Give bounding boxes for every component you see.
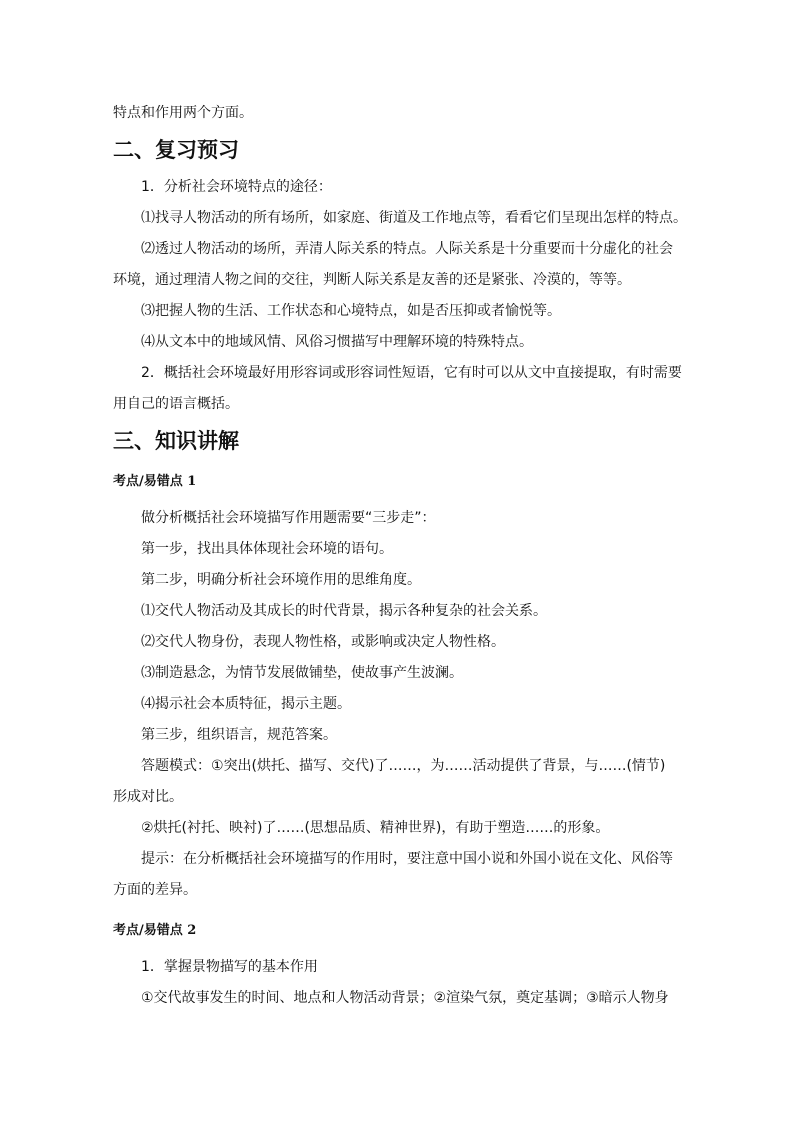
point-1-line: ⑶制造悬念，为情节发展做铺垫，使故事产生波澜。 bbox=[141, 665, 463, 681]
review-item-1: 1．分析社会环境特点的途径： bbox=[141, 179, 332, 195]
hint-line: 提示：在分析概括社会环境描写的作用时，要注意中国小说和外国小说在文化、风俗等 bbox=[141, 851, 673, 867]
section-heading-review: 二、复习预习 bbox=[113, 138, 239, 162]
point-1-line: ⑵交代人物身份，表现人物性格，或影响或决定人物性格。 bbox=[141, 634, 505, 650]
review-item-1-2-cont: 环境，通过理清人物之间的交往，判断人际关系是友善的还是紧张、冷漠的，等等。 bbox=[113, 272, 631, 288]
answer-pattern-cont: 形成对比。 bbox=[113, 789, 183, 805]
section-heading-knowledge: 三、知识讲解 bbox=[113, 429, 239, 453]
review-item-2-cont: 用自己的语言概括。 bbox=[113, 396, 239, 412]
hint-line-cont: 方面的差异。 bbox=[113, 882, 197, 898]
point-1-line: 做分析概括社会环境描写作用题需要“三步走”： bbox=[141, 510, 436, 526]
answer-pattern-line: 答题模式：①突出(烘托、描写、交代)了……，为……活动提供了背景，与……(情节) bbox=[141, 758, 666, 774]
point-2-line: ①交代故事发生的时间、地点和人物活动背景；②渲染气氛，奠定基调；③暗示人物身 bbox=[141, 990, 669, 1006]
point-1-line: ⑷揭示社会本质特征，揭示主题。 bbox=[141, 696, 351, 712]
point-1-line: 第二步，明确分析社会环境作用的思维角度。 bbox=[141, 572, 421, 588]
point-1-line: 第三步，组织语言，规范答案。 bbox=[141, 727, 337, 743]
point-1-line: ⑴交代人物活动及其成长的时代背景，揭示各种复杂的社会关系。 bbox=[141, 603, 547, 619]
review-item-2: 2．概括社会环境最好用形容词或形容词性短语，它有时可以从文中直接提取，有时需要 bbox=[141, 365, 682, 381]
point-2-line: 1．掌握景物描写的基本作用 bbox=[141, 959, 318, 975]
review-item-1-1: ⑴找寻人物活动的所有场所，如家庭、街道及工作地点等，看看它们呈现出怎样的特点。 bbox=[141, 210, 687, 226]
answer-pattern-line-2: ②烘托(衬托、映衬)了……(思想品质、精神世界)，有助于塑造……的形象。 bbox=[141, 820, 610, 836]
review-item-1-4: ⑷从文本中的地域风情、风俗习惯描写中理解环境的特殊特点。 bbox=[141, 334, 533, 350]
point-2-title: 考点/易错点 2 bbox=[113, 923, 197, 938]
review-item-1-2: ⑵透过人物活动的场所，弄清人际关系的特点。人际关系是十分重要而十分虚化的社会 bbox=[141, 241, 673, 257]
point-1-title: 考点/易错点 1 bbox=[113, 474, 197, 489]
review-item-1-3: ⑶把握人物的生活、工作状态和心境特点，如是否压抑或者愉悦等。 bbox=[141, 303, 561, 319]
intro-tail-text: 特点和作用两个方面。 bbox=[113, 105, 253, 121]
point-1-line: 第一步，找出具体体现社会环境的语句。 bbox=[141, 541, 393, 557]
